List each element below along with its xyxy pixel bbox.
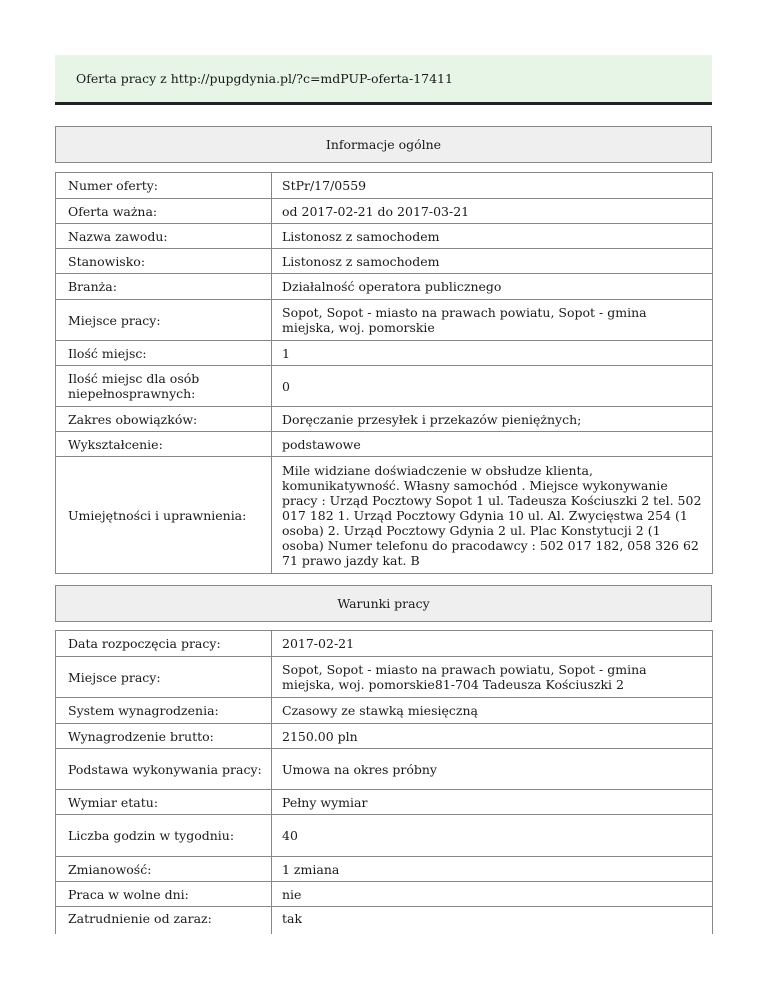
row-value: Czasowy ze stawką miesięczną — [272, 698, 713, 724]
row-label: Stanowisko: — [56, 249, 272, 274]
table-row — [56, 224, 713, 249]
table-row — [56, 407, 713, 432]
row-value: 40 — [272, 815, 713, 857]
row-label: Miejsce pracy: — [56, 300, 272, 341]
work-conditions-table — [55, 630, 713, 934]
table-row — [56, 882, 713, 907]
table-row — [56, 815, 713, 857]
row-label: Praca w wolne dni: — [56, 882, 272, 907]
row-label: Liczba godzin w tygodniu: — [56, 815, 272, 857]
general-info-heading — [55, 126, 712, 163]
row-label: Ilość miejsc: — [56, 341, 272, 366]
row-label: Podstawa wykonywania pracy: — [56, 749, 272, 790]
row-label: Numer oferty: — [56, 173, 272, 199]
row-value: Działalność operatora publicznego — [272, 274, 713, 300]
table-row — [56, 724, 713, 749]
row-label: Wynagrodzenie brutto: — [56, 724, 272, 749]
row-value: 2017-02-21 — [272, 631, 713, 657]
row-label: Zmianowość: — [56, 857, 272, 882]
row-label: Miejsce pracy: — [56, 657, 272, 698]
table-row — [56, 199, 713, 224]
table-row — [56, 366, 713, 407]
general-info-title: Informacje ogólne — [325, 137, 442, 152]
row-value: od 2017-02-21 do 2017-03-21 — [272, 199, 713, 224]
row-value: Mile widziane doświadczenie w obsłudze klienta, komunikatywność. Własny samochód . Miejsce wykonywanie pracy : Urząd Pocztowy Sopot 1 ul. Tadeusza Kościuszki 2 tel. 502 017 182 1. Urząd Pocztowy Gdynia 10 ul. Al. Zwycięstwa 254 (1 osoba) 2. Urząd Pocztowy Gdynia 2 ul. Plac Konstytucji 2 (1 osoba) Numer telefonu do pracodawcy : 502 017 182, 058 326 62 71 prawo jazdy kat. B — [272, 457, 713, 574]
table-row — [56, 907, 713, 935]
row-value: Pełny wymiar — [272, 790, 713, 815]
table-row — [56, 274, 713, 300]
table-row — [56, 790, 713, 815]
row-label: Ilość miejsc dla osób niepełnosprawnych: — [56, 366, 272, 407]
table-row — [56, 432, 713, 457]
row-value: Sopot, Sopot - miasto na prawach powiatu, Sopot - gmina miejska, woj. pomorskie — [272, 300, 713, 341]
row-value: 1 zmiana — [272, 857, 713, 882]
offer-source-header — [55, 55, 712, 105]
table-row — [56, 341, 713, 366]
row-value: Sopot, Sopot - miasto na prawach powiatu, Sopot - gmina miejska, woj. pomorskie81-704 Tadeusza Kościuszki 2 — [272, 657, 713, 698]
row-value: Doręczanie przesyłek i przekazów pieniężnych; — [272, 407, 713, 432]
row-label: Wykształcenie: — [56, 432, 272, 457]
row-label: Nazwa zawodu: — [56, 224, 272, 249]
row-value: 2150.00 pln — [272, 724, 713, 749]
offer-source-text: Oferta pracy z http://pupgdynia.pl/?c=mdPUP-oferta-17411 — [76, 71, 453, 86]
general-info-table — [55, 172, 713, 574]
row-value: StPr/17/0559 — [272, 173, 713, 199]
work-conditions-heading — [55, 585, 712, 622]
row-value: nie — [272, 882, 713, 907]
row-label: Branża: — [56, 274, 272, 300]
row-label: System wynagrodzenia: — [56, 698, 272, 724]
row-label: Zakres obowiązków: — [56, 407, 272, 432]
table-row — [56, 300, 713, 341]
row-label: Wymiar etatu: — [56, 790, 272, 815]
row-label: Umiejętności i uprawnienia: — [56, 457, 272, 574]
table-row — [56, 749, 713, 790]
row-value: 0 — [272, 366, 713, 407]
table-row — [56, 857, 713, 882]
row-label: Data rozpoczęcia pracy: — [56, 631, 272, 657]
table-row — [56, 457, 713, 574]
row-value: Umowa na okres próbny — [272, 749, 713, 790]
table-row — [56, 657, 713, 698]
work-conditions-title: Warunki pracy — [337, 596, 430, 611]
table-row — [56, 249, 713, 274]
row-value: tak — [272, 907, 713, 935]
row-label: Zatrudnienie od zaraz: — [56, 907, 272, 935]
row-label: Oferta ważna: — [56, 199, 272, 224]
table-row — [56, 698, 713, 724]
row-value: Listonosz z samochodem — [272, 249, 713, 274]
table-row — [56, 173, 713, 199]
row-value: Listonosz z samochodem — [272, 224, 713, 249]
table-row — [56, 631, 713, 657]
row-value: 1 — [272, 341, 713, 366]
row-value: podstawowe — [272, 432, 713, 457]
